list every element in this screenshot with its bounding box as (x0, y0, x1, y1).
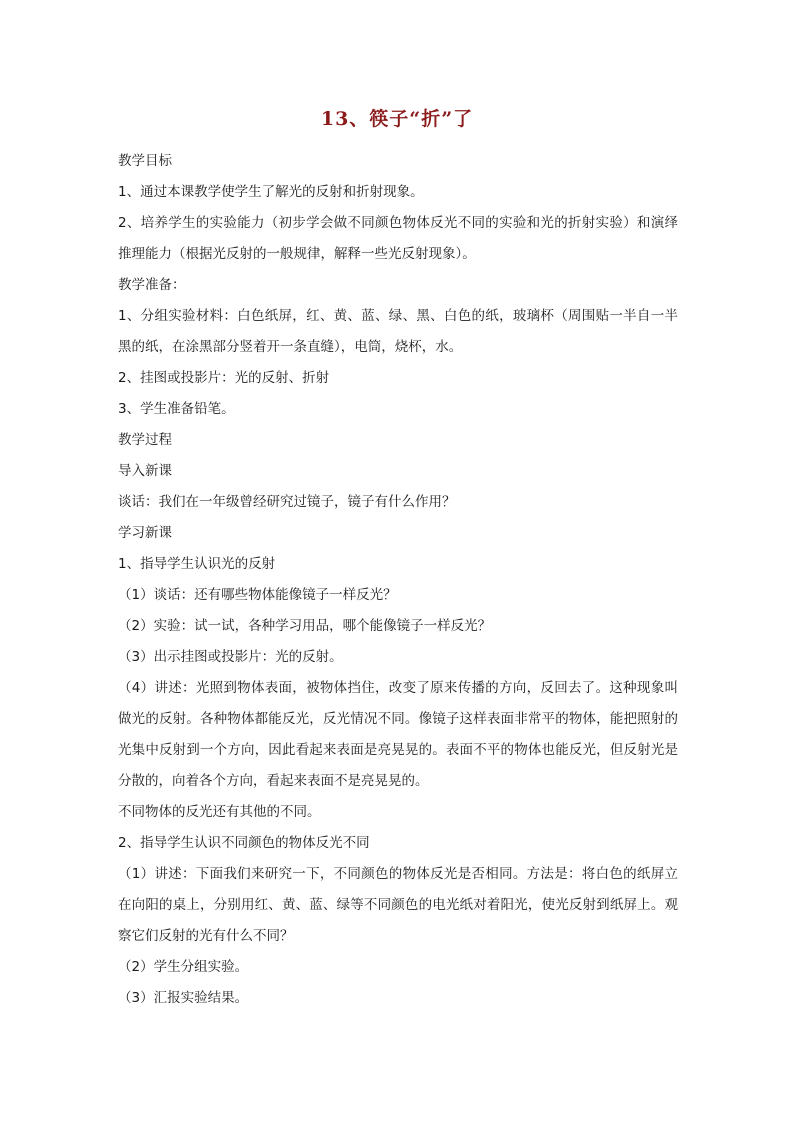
paragraph: 谈话：我们在一年级曾经研究过镜子，镜子有什么作用？ (118, 494, 456, 510)
paragraph-heading-preparation: 教学准备： (118, 277, 186, 293)
paragraph: （4）讲述：光照到物体表面，被物体挡住，改变了原来传播的方向，反回去了。这种现象叫做光的反射。各种物体都能反光，反光情况不同。像镜子这样表面非常平的物体，能把照射的光集中反射到一个方向，因此看起来表面是亮晃晃的。表面不平的物体也能反光，但反射光是分散的，向着各个方向，看起来表面不是亮晃晃的。 (118, 680, 678, 789)
paragraph: 1、分组实验材料：白色纸屏，红、黄、蓝、绿、黑、白色的纸，玻璃杯（周围贴一半自一半黑的纸，在涂黑部分竖着开一条直缝），电筒，烧杯，水。 (118, 308, 678, 355)
paragraph: 2、挂图或投影片：光的反射、折射 (118, 370, 330, 386)
paragraph: 不同物体的反光还有其他的不同。 (118, 804, 321, 820)
paragraph-heading-new-lesson: 学习新课 (118, 525, 172, 541)
paragraph: 2、培养学生的实验能力（初步学会做不同颜色物体反光不同的实验和光的折射实验）和演绎推理能力（根据光反射的一般规律，解释一些光反射现象）。 (118, 215, 678, 262)
paragraph: （1）讲述：下面我们来研究一下，不同颜色的物体反光是否相同。方法是：将白色的纸屏立在向阳的桌上，分别用红、黄、蓝、绿等不同颜色的电光纸对着阳光，使光反射到纸屏上。观察它们反射的光有什么不同？ (118, 866, 678, 944)
paragraph: （2）实验：试一试，各种学习用品，哪个能像镜子一样反光？ (118, 618, 492, 634)
paragraph: （2）学生分组实验。 (118, 959, 249, 975)
document-body (118, 146, 678, 1014)
paragraph: （3）汇报实验结果。 (118, 990, 249, 1006)
document-title: 13、筷子“折”了 (320, 108, 474, 130)
paragraph-heading-intro: 导入新课 (118, 463, 172, 479)
paragraph: （3）出示挂图或投影片：光的反射。 (118, 649, 343, 665)
paragraph-heading-objectives: 教学目标 (118, 153, 172, 169)
paragraph: 1、指导学生认识光的反射 (118, 556, 276, 572)
paragraph: （1）谈话：还有哪些物体能像镜子一样反光？ (118, 587, 397, 603)
paragraph: 1、通过本课教学使学生了解光的反射和折射现象。 (118, 184, 424, 200)
paragraph-heading-process: 教学过程 (118, 432, 172, 448)
paragraph: 3、学生准备铅笔。 (118, 401, 235, 417)
paragraph: 2、指导学生认识不同颜色的物体反光不同 (118, 835, 370, 851)
